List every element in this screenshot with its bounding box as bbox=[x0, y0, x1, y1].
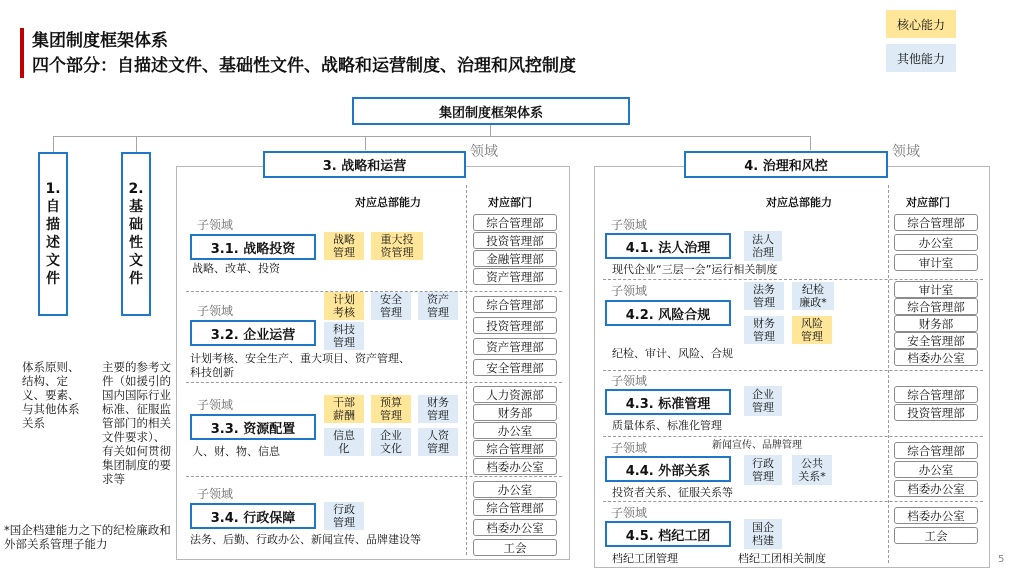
cap-header: 对应总部能力 bbox=[766, 196, 832, 209]
dept-box: 金融管理部 bbox=[473, 250, 557, 267]
connector bbox=[53, 136, 54, 152]
subdomain-label: 子领域 bbox=[197, 304, 234, 318]
cap-box: 公共 关系* bbox=[792, 455, 832, 485]
dept-box: 综合管理部 bbox=[473, 214, 557, 231]
cap-box: 干部 薪酬 bbox=[324, 395, 364, 423]
sub-3-3-desc: 人、财、物、信息 bbox=[192, 445, 280, 458]
column-divider bbox=[888, 185, 889, 563]
cap-box: 人资 管理 bbox=[418, 428, 458, 456]
legend-other: 其他能力 bbox=[886, 44, 956, 72]
self-description-text: 体系原则、结构、定义、要素、与其他体系关系 bbox=[22, 360, 80, 430]
page-subtitle: 四个部分：自描述文件、基础性文件、战略和运营制度、治理和风控制度 bbox=[32, 56, 576, 76]
sub-4-4: 4.4. 外部关系 bbox=[605, 456, 731, 482]
subdomain-label: 子领域 bbox=[611, 218, 648, 232]
sub-4-5-desc2: 档纪工团相关制度 bbox=[738, 552, 826, 565]
cap-box: 资产 管理 bbox=[418, 292, 458, 320]
sub-4-2-desc: 纪检、审计、风险、合规 bbox=[612, 347, 733, 360]
cap-box: 行政 管理 bbox=[324, 502, 364, 530]
sub-3-1-desc: 战略、改革、投资 bbox=[192, 262, 280, 275]
cap-box: 法人 治理 bbox=[744, 231, 782, 261]
domain-label: 领域 bbox=[470, 144, 498, 160]
dept-box: 投资管理部 bbox=[473, 317, 557, 334]
sub-4-1-desc: 现代企业“三层一会”运行相关制度 bbox=[612, 263, 778, 276]
page-number: 5 bbox=[998, 554, 1005, 565]
sub-4-4-desc: 投资者关系、征服关系等 bbox=[612, 486, 733, 499]
title-accent-bar bbox=[20, 28, 24, 78]
dept-box: 投资管理部 bbox=[473, 232, 557, 249]
dept-box: 办公室 bbox=[894, 234, 978, 251]
dept-box: 投资管理部 bbox=[894, 404, 978, 421]
dept-box: 审计室 bbox=[894, 254, 978, 271]
dept-box: 综合管理部 bbox=[473, 440, 557, 457]
dept-box: 资产管理部 bbox=[473, 268, 557, 285]
dept-box: 办公室 bbox=[894, 461, 978, 478]
sub-3-1: 3.1. 战略投资 bbox=[190, 234, 316, 260]
strategy-title-box: 3. 战略和运营 bbox=[263, 151, 466, 178]
basic-documents-box: 2.基础性文件 bbox=[121, 152, 151, 316]
dept-box: 人力资源部 bbox=[473, 386, 557, 403]
sub-4-1: 4.1. 法人治理 bbox=[605, 233, 731, 259]
connector bbox=[490, 125, 491, 136]
dept-box: 档委办公室 bbox=[894, 480, 978, 497]
connector bbox=[136, 136, 137, 152]
sub-4-5: 4.5. 档纪工团 bbox=[605, 521, 731, 547]
governance-title-box: 4. 治理和风控 bbox=[684, 151, 888, 178]
dept-box: 财务部 bbox=[473, 404, 557, 421]
cap-box: 预算 管理 bbox=[371, 395, 411, 423]
dept-box: 安全管理部 bbox=[473, 359, 557, 376]
cap-box: 计划 考核 bbox=[324, 292, 364, 320]
dept-box: 综合管理部 bbox=[473, 296, 557, 313]
cap-header: 对应总部能力 bbox=[355, 196, 421, 209]
subdomain-label: 子领域 bbox=[611, 374, 648, 388]
self-description-box: 1.自描述文件 bbox=[38, 152, 68, 316]
dept-box: 工会 bbox=[894, 527, 978, 544]
cap-box: 信息 化 bbox=[324, 428, 364, 456]
row-divider bbox=[603, 501, 983, 502]
sub-4-3-desc: 质量体系、标准化管理 bbox=[612, 419, 722, 432]
subdomain-label: 子领域 bbox=[611, 284, 648, 298]
sub-3-2: 3.2. 企业运营 bbox=[190, 320, 316, 346]
row-divider bbox=[603, 370, 983, 371]
subdomain-label: 子领域 bbox=[611, 441, 648, 455]
sub-3-2-desc: 计划考核、安全生产、重大项目、资产管理、 科技创新 bbox=[190, 352, 410, 379]
subdomain-label: 子领域 bbox=[197, 398, 234, 412]
cap-box: 行政 管理 bbox=[744, 455, 782, 485]
legend-core: 核心能力 bbox=[886, 10, 956, 38]
subdomain-label: 子领域 bbox=[611, 506, 648, 520]
subdomain-label: 子领域 bbox=[197, 218, 234, 232]
cap-box: 企业 文化 bbox=[371, 428, 411, 456]
dept-box: 办公室 bbox=[473, 422, 557, 439]
dept-box: 工会 bbox=[473, 539, 557, 556]
sub-3-3: 3.3. 资源配置 bbox=[190, 414, 316, 440]
cap-box: 风险 管理 bbox=[792, 316, 832, 344]
connector bbox=[810, 136, 811, 150]
page-title: 集团制度框架体系 bbox=[32, 31, 168, 51]
dept-box: 审计室 bbox=[894, 281, 978, 298]
cap-box: 安全 管理 bbox=[371, 292, 411, 320]
subdomain-label: 子领域 bbox=[197, 487, 234, 501]
cap-box: 企业 管理 bbox=[744, 386, 782, 416]
footnote: *国企档建能力之下的纪检廉政和外部关系管理子能力 bbox=[4, 523, 171, 551]
cap-box: 纪检 廉政* bbox=[792, 282, 834, 310]
dept-box: 档委办公室 bbox=[473, 519, 557, 536]
sub-3-4: 3.4. 行政保障 bbox=[190, 503, 316, 529]
row-divider bbox=[186, 476, 562, 477]
sub-3-4-desc: 法务、后勤、行政办公、新闻宣传、品牌建设等 bbox=[190, 533, 421, 546]
dept-box: 综合管理部 bbox=[894, 214, 978, 231]
cap-box: 战略 管理 bbox=[324, 232, 364, 260]
row-divider bbox=[603, 436, 983, 437]
cap-box: 财务 管理 bbox=[418, 395, 458, 423]
dept-box: 档委办公室 bbox=[473, 458, 557, 475]
dept-box: 档委办公室 bbox=[894, 507, 978, 524]
dept-box: 综合管理部 bbox=[894, 386, 978, 403]
root-box: 集团制度框架体系 bbox=[352, 97, 630, 125]
connector bbox=[53, 136, 810, 137]
dept-box: 办公室 bbox=[473, 481, 557, 498]
cap-box: 重大投 资管理 bbox=[371, 232, 423, 260]
cap-box: 法务 管理 bbox=[744, 282, 784, 310]
basic-documents-text: 主要的参考文件（如援引的国内国际行业标准、征服监管部门的相关文件要求）、有关如何贯彻集团制度的要求等 bbox=[102, 360, 171, 486]
row-divider bbox=[186, 382, 562, 383]
dept-header: 对应部门 bbox=[488, 196, 532, 209]
sub-4-5-desc: 档纪工团管理 bbox=[612, 552, 678, 565]
dept-box: 财务部 bbox=[894, 315, 978, 332]
row-divider bbox=[603, 279, 983, 280]
cap-box: 国企 档建 bbox=[744, 519, 782, 549]
dept-box: 综合管理部 bbox=[894, 442, 978, 459]
sub-4-2: 4.2. 风险合规 bbox=[605, 300, 731, 326]
dept-box: 综合管理部 bbox=[894, 298, 978, 315]
connector bbox=[365, 136, 366, 150]
dept-box: 安全管理部 bbox=[894, 332, 978, 349]
cap-box: 财务 管理 bbox=[744, 316, 784, 344]
cap-box: 科技 管理 bbox=[324, 322, 364, 350]
column-divider bbox=[466, 185, 467, 555]
dept-box: 档委办公室 bbox=[894, 349, 978, 366]
dept-box: 资产管理部 bbox=[473, 338, 557, 355]
dept-header: 对应部门 bbox=[906, 196, 950, 209]
sub-4-3: 4.3. 标准管理 bbox=[605, 389, 731, 415]
dept-box: 综合管理部 bbox=[473, 499, 557, 516]
domain-label: 领域 bbox=[892, 144, 920, 160]
sub-4-4-note: 新闻宣传、品牌管理 bbox=[712, 440, 802, 451]
